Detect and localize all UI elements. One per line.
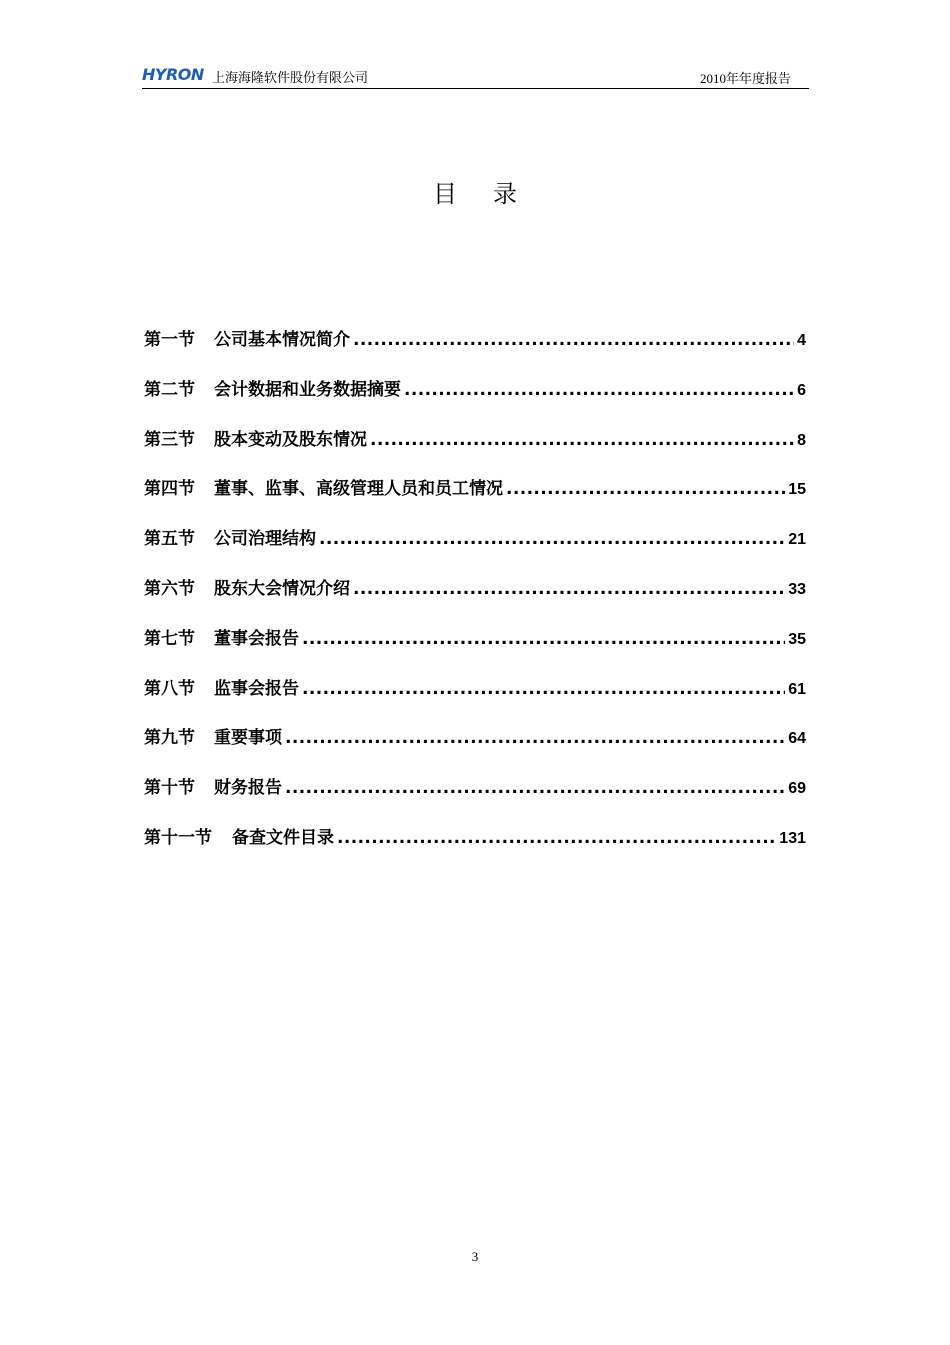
toc-section-label: 第十一节: [144, 827, 212, 848]
toc-entry-title: 重要事项: [214, 728, 282, 749]
toc-page-number: 4: [797, 332, 806, 349]
toc-leader-dots: [506, 479, 785, 499]
toc-entry-8[interactable]: [144, 674, 806, 724]
toc-page-number: 35: [788, 630, 806, 648]
toc-section-label: 第九节: [144, 728, 195, 749]
toc-page-number: 21: [788, 531, 806, 549]
toc-entry-10[interactable]: [144, 773, 806, 823]
report-title: 2010年年度报告: [699, 71, 791, 86]
toc-entry-1[interactable]: [144, 325, 806, 375]
toc-entry-title: 董事会报告: [214, 628, 299, 649]
toc-section-label: 第十节: [144, 778, 195, 799]
toc-page-number: 69: [788, 780, 806, 798]
toc-entry-2[interactable]: [144, 375, 806, 425]
toc-entry-title: 财务报告: [214, 778, 282, 799]
table-of-contents: [144, 325, 806, 873]
toc-entry-5[interactable]: [144, 524, 806, 574]
toc-entry-title: 监事会报告: [214, 678, 299, 699]
toc-title: 目录: [433, 180, 553, 208]
toc-section-label: 第五节: [144, 529, 195, 550]
toc-leader-dots: [302, 679, 785, 699]
toc-page-number: 64: [788, 730, 806, 748]
toc-page-number: 61: [788, 680, 806, 698]
toc-entry-4[interactable]: [144, 474, 806, 524]
toc-leader-dots: [353, 330, 794, 350]
toc-section-label: 第四节: [144, 479, 195, 500]
toc-leader-dots: [370, 430, 794, 450]
toc-leader-dots: [302, 629, 785, 649]
toc-entry-7[interactable]: [144, 624, 806, 674]
page-number: 3: [471, 1249, 479, 1264]
toc-section-label: 第六节: [144, 578, 195, 599]
toc-leader-dots: [285, 728, 785, 748]
toc-leader-dots: [319, 529, 785, 549]
toc-entry-title: 股东大会情况介绍: [214, 578, 350, 599]
toc-entry-title: 董事、监事、高级管理人员和员工情况: [214, 479, 503, 500]
toc-entry-title: 股本变动及股东情况: [214, 429, 367, 450]
toc-section-label: 第七节: [144, 628, 195, 649]
company-name: 上海海隆软件股份有限公司: [212, 71, 369, 86]
toc-entry-9[interactable]: [144, 723, 806, 773]
toc-entry-6[interactable]: [144, 574, 806, 624]
toc-page-number: 131: [779, 829, 806, 847]
toc-section-label: 第二节: [144, 379, 195, 400]
toc-page-number: 6: [797, 381, 806, 399]
page-header: [142, 64, 809, 89]
toc-section-label: 第一节: [144, 330, 195, 350]
toc-leader-dots: [404, 380, 794, 400]
hyron-logo: HYRON: [142, 65, 204, 84]
toc-entry-title: 备查文件目录: [232, 827, 334, 848]
toc-entry-3[interactable]: [144, 425, 806, 475]
toc-leader-dots: [353, 579, 785, 599]
toc-entry-title: 会计数据和业务数据摘要: [214, 379, 401, 400]
toc-entry-title: 公司治理结构: [214, 529, 316, 550]
toc-entry-11[interactable]: [144, 823, 806, 873]
toc-leader-dots: [285, 778, 785, 798]
toc-section-label: 第八节: [144, 678, 195, 699]
toc-entry-title: 公司基本情况简介: [214, 330, 350, 350]
toc-page-number: 15: [788, 481, 806, 499]
toc-page-number: 8: [797, 431, 806, 449]
toc-leader-dots: [337, 828, 776, 848]
toc-page-number: 33: [788, 580, 806, 598]
toc-section-label: 第三节: [144, 429, 195, 450]
